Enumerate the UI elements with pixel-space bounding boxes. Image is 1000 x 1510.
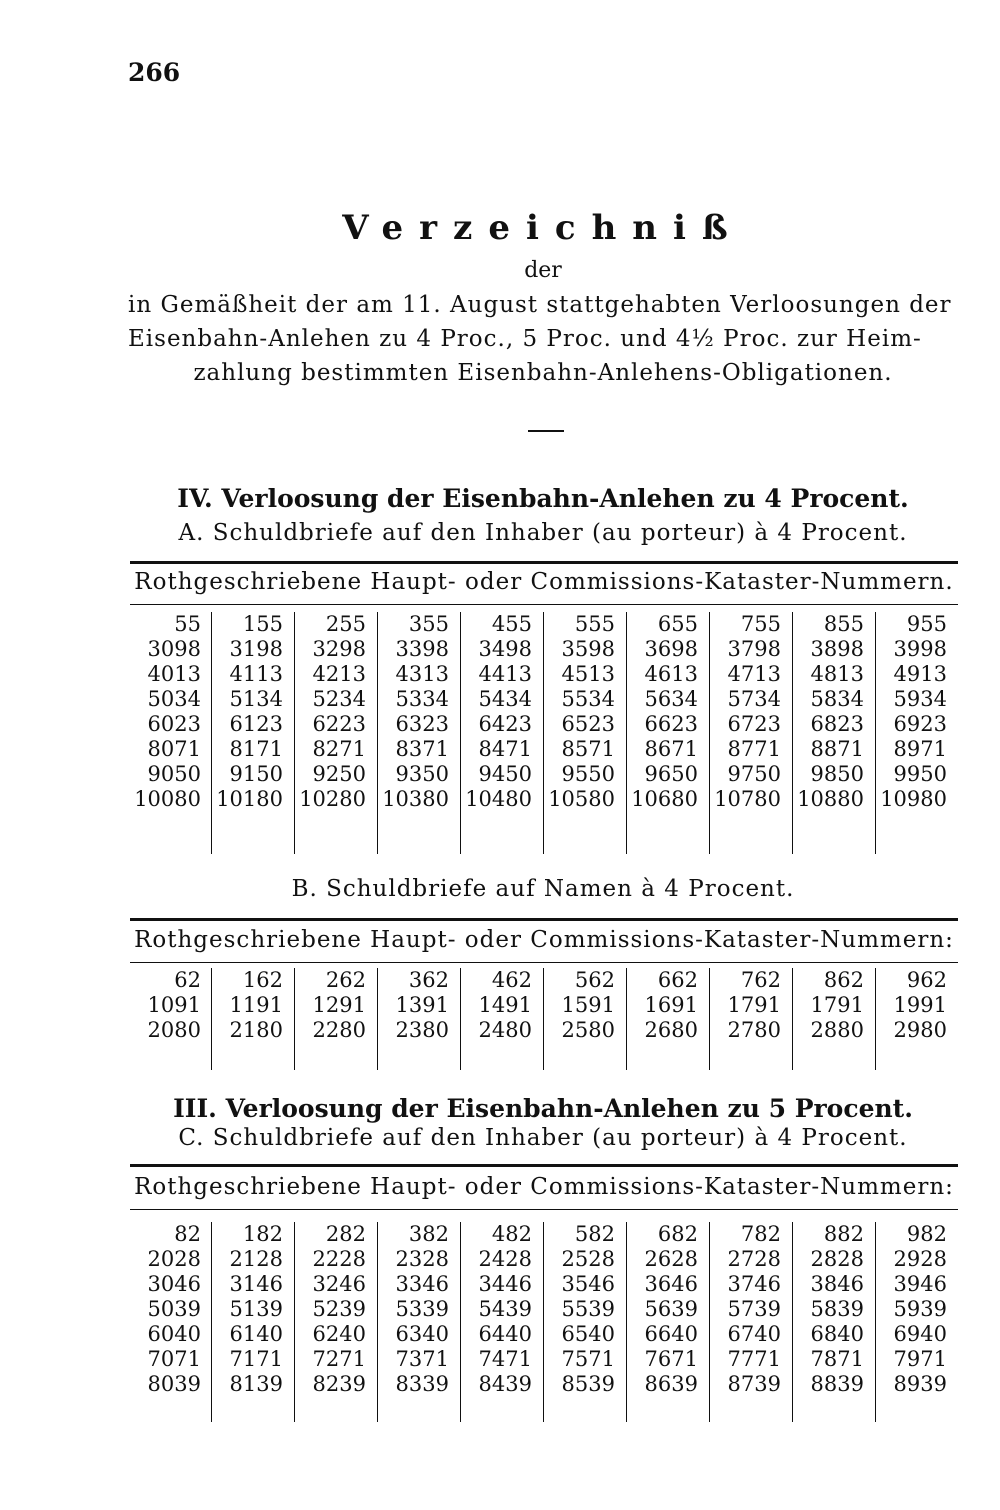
number-cell: 762 <box>740 968 781 992</box>
number-cell: 55 <box>174 612 201 636</box>
document-title-sub: der <box>524 258 562 283</box>
number-cell: 6323 <box>395 712 449 736</box>
number-cell: 10480 <box>465 787 532 811</box>
number-cell: 582 <box>574 1222 615 1246</box>
number-cell: 3798 <box>727 637 781 661</box>
table-b-caption: Rothgeschriebene Haupt- oder Commissions-Kataster-Nummern: <box>134 927 954 953</box>
number-cell: 8671 <box>644 737 698 761</box>
number-cell: 2180 <box>229 1018 283 1042</box>
number-cell: 2928 <box>893 1247 947 1271</box>
number-cell: 2980 <box>893 1018 947 1042</box>
number-cell: 262 <box>325 968 366 992</box>
number-column <box>792 1222 875 1422</box>
number-cell: 4213 <box>312 662 366 686</box>
number-cell: 3498 <box>478 637 532 661</box>
intro-line: Eisenbahn-Anlehen zu 4 Proc., 5 Proc. und 4½ Proc. zur Heim- <box>128 326 922 352</box>
number-column <box>626 612 709 854</box>
number-cell: 5739 <box>727 1297 781 1321</box>
number-column <box>377 1222 460 1422</box>
number-cell: 6240 <box>312 1322 366 1346</box>
number-cell: 3046 <box>147 1272 201 1296</box>
number-cell: 4013 <box>147 662 201 686</box>
number-cell: 1691 <box>644 993 698 1017</box>
number-column <box>875 612 958 854</box>
number-cell: 2580 <box>561 1018 615 1042</box>
number-column <box>294 968 377 1070</box>
number-cell: 555 <box>574 612 615 636</box>
intro-paragraph <box>128 288 958 390</box>
number-cell: 7871 <box>810 1347 864 1371</box>
number-cell: 3898 <box>810 637 864 661</box>
number-cell: 5634 <box>644 687 698 711</box>
number-cell: 2428 <box>478 1247 532 1271</box>
number-cell: 3746 <box>727 1272 781 1296</box>
number-cell: 4813 <box>810 662 864 686</box>
number-cell: 10680 <box>631 787 698 811</box>
number-cell: 9050 <box>147 762 201 786</box>
number-cell: 7471 <box>478 1347 532 1371</box>
table-b-top-rule <box>130 918 958 921</box>
number-cell: 2380 <box>395 1018 449 1042</box>
number-cell: 10980 <box>880 787 947 811</box>
number-cell: 6340 <box>395 1322 449 1346</box>
table-a-caption: Rothgeschriebene Haupt- oder Commissions-Kataster-Nummern. <box>134 569 954 595</box>
number-cell: 5039 <box>147 1297 201 1321</box>
number-cell: 2880 <box>810 1018 864 1042</box>
number-cell: 8539 <box>561 1372 615 1396</box>
number-cell: 4313 <box>395 662 449 686</box>
number-cell: 282 <box>325 1222 366 1246</box>
number-column <box>211 1222 294 1422</box>
number-cell: 682 <box>657 1222 698 1246</box>
number-cell: 3446 <box>478 1272 532 1296</box>
number-column <box>626 1222 709 1422</box>
section-iv-heading: IV. Verloosung der Eisenbahn-Anlehen zu 4 Procent. <box>177 484 909 513</box>
number-cell: 6123 <box>229 712 283 736</box>
number-cell: 2280 <box>312 1018 366 1042</box>
number-cell: 482 <box>491 1222 532 1246</box>
divider <box>528 430 564 432</box>
section-a-subheading: A. Schuldbriefe auf den Inhaber (au porteur) à 4 Procent. <box>178 520 908 546</box>
number-cell: 3298 <box>312 637 366 661</box>
number-cell: 9250 <box>312 762 366 786</box>
number-cell: 10180 <box>216 787 283 811</box>
number-column <box>128 612 211 854</box>
number-cell: 8471 <box>478 737 532 761</box>
number-cell: 82 <box>174 1222 201 1246</box>
number-cell: 5134 <box>229 687 283 711</box>
number-column <box>294 1222 377 1422</box>
number-cell: 162 <box>242 968 283 992</box>
number-cell: 5339 <box>395 1297 449 1321</box>
number-cell: 3198 <box>229 637 283 661</box>
number-cell: 6523 <box>561 712 615 736</box>
number-cell: 5734 <box>727 687 781 711</box>
number-cell: 6840 <box>810 1322 864 1346</box>
number-cell: 562 <box>574 968 615 992</box>
number-cell: 5439 <box>478 1297 532 1321</box>
number-cell: 5934 <box>893 687 947 711</box>
number-cell: 755 <box>740 612 781 636</box>
number-cell: 3246 <box>312 1272 366 1296</box>
number-column <box>792 612 875 854</box>
number-cell: 5839 <box>810 1297 864 1321</box>
number-cell: 6440 <box>478 1322 532 1346</box>
intro-line: zahlung bestimmten Eisenbahn-Anlehens-Obligationen. <box>193 360 893 386</box>
number-cell: 2080 <box>147 1018 201 1042</box>
number-cell: 2128 <box>229 1247 283 1271</box>
number-cell: 7371 <box>395 1347 449 1371</box>
number-cell: 2628 <box>644 1247 698 1271</box>
number-cell: 6540 <box>561 1322 615 1346</box>
number-cell: 4913 <box>893 662 947 686</box>
number-cell: 1791 <box>727 993 781 1017</box>
number-column <box>211 968 294 1070</box>
number-cell: 5239 <box>312 1297 366 1321</box>
number-cell: 9450 <box>478 762 532 786</box>
number-cell: 1491 <box>478 993 532 1017</box>
number-cell: 62 <box>174 968 201 992</box>
number-cell: 1091 <box>147 993 201 1017</box>
number-cell: 4113 <box>229 662 283 686</box>
number-column <box>211 612 294 854</box>
number-cell: 4613 <box>644 662 698 686</box>
number-cell: 3946 <box>893 1272 947 1296</box>
number-cell: 5534 <box>561 687 615 711</box>
number-cell: 7171 <box>229 1347 283 1371</box>
number-column <box>460 968 543 1070</box>
number-cell: 2828 <box>810 1247 864 1271</box>
number-cell: 6023 <box>147 712 201 736</box>
number-column <box>543 968 626 1070</box>
number-cell: 10080 <box>134 787 201 811</box>
number-cell: 9950 <box>893 762 947 786</box>
table-a-top-rule <box>130 561 958 564</box>
number-cell: 7671 <box>644 1347 698 1371</box>
number-cell: 6623 <box>644 712 698 736</box>
number-cell: 5639 <box>644 1297 698 1321</box>
number-cell: 10280 <box>299 787 366 811</box>
number-cell: 462 <box>491 968 532 992</box>
number-cell: 182 <box>242 1222 283 1246</box>
number-cell: 3346 <box>395 1272 449 1296</box>
number-cell: 1591 <box>561 993 615 1017</box>
table-c-caption: Rothgeschriebene Haupt- oder Commissions-Kataster-Nummern: <box>134 1174 954 1200</box>
number-cell: 6940 <box>893 1322 947 1346</box>
number-cell: 8839 <box>810 1372 864 1396</box>
number-cell: 8439 <box>478 1372 532 1396</box>
number-cell: 882 <box>823 1222 864 1246</box>
document-title: Verzeichniß <box>342 208 744 248</box>
number-cell: 2528 <box>561 1247 615 1271</box>
section-iii-heading: III. Verloosung der Eisenbahn-Anlehen zu 5 Procent. <box>173 1094 913 1123</box>
number-column <box>709 1222 792 1422</box>
number-cell: 3698 <box>644 637 698 661</box>
number-cell: 355 <box>408 612 449 636</box>
number-cell: 382 <box>408 1222 449 1246</box>
number-cell: 6740 <box>727 1322 781 1346</box>
number-cell: 6423 <box>478 712 532 736</box>
number-cell: 5834 <box>810 687 864 711</box>
number-column <box>377 968 460 1070</box>
table-c-top-rule <box>130 1164 958 1167</box>
number-cell: 1291 <box>312 993 366 1017</box>
number-cell: 8771 <box>727 737 781 761</box>
number-cell: 2228 <box>312 1247 366 1271</box>
number-cell: 1391 <box>395 993 449 1017</box>
number-column <box>543 1222 626 1422</box>
number-column <box>460 612 543 854</box>
number-cell: 4413 <box>478 662 532 686</box>
number-column <box>875 1222 958 1422</box>
number-cell: 10580 <box>548 787 615 811</box>
number-cell: 9150 <box>229 762 283 786</box>
number-cell: 3646 <box>644 1272 698 1296</box>
number-cell: 5234 <box>312 687 366 711</box>
number-column <box>377 612 460 854</box>
number-cell: 4513 <box>561 662 615 686</box>
number-cell: 2780 <box>727 1018 781 1042</box>
number-cell: 6040 <box>147 1322 201 1346</box>
number-cell: 5334 <box>395 687 449 711</box>
number-cell: 955 <box>906 612 947 636</box>
number-cell: 4713 <box>727 662 781 686</box>
page-number: 266 <box>128 58 181 87</box>
number-cell: 8571 <box>561 737 615 761</box>
number-cell: 8639 <box>644 1372 698 1396</box>
number-cell: 5939 <box>893 1297 947 1321</box>
number-column <box>709 612 792 854</box>
number-cell: 2028 <box>147 1247 201 1271</box>
number-cell: 782 <box>740 1222 781 1246</box>
number-cell: 255 <box>325 612 366 636</box>
number-cell: 1791 <box>810 993 864 1017</box>
table-c-header-rule <box>130 1209 958 1210</box>
number-cell: 8339 <box>395 1372 449 1396</box>
number-cell: 8271 <box>312 737 366 761</box>
number-column <box>709 968 792 1070</box>
number-cell: 5139 <box>229 1297 283 1321</box>
number-cell: 8739 <box>727 1372 781 1396</box>
number-cell: 5539 <box>561 1297 615 1321</box>
number-cell: 8171 <box>229 737 283 761</box>
number-column <box>543 612 626 854</box>
number-cell: 8071 <box>147 737 201 761</box>
number-cell: 2680 <box>644 1018 698 1042</box>
number-cell: 7571 <box>561 1347 615 1371</box>
section-b-subheading: B. Schuldbriefe auf Namen à 4 Procent. <box>291 876 795 902</box>
number-cell: 862 <box>823 968 864 992</box>
number-cell: 8239 <box>312 1372 366 1396</box>
number-cell: 9350 <box>395 762 449 786</box>
number-cell: 855 <box>823 612 864 636</box>
number-cell: 8871 <box>810 737 864 761</box>
table-c <box>128 1222 958 1422</box>
number-column <box>875 968 958 1070</box>
number-cell: 10380 <box>382 787 449 811</box>
number-column <box>792 968 875 1070</box>
number-cell: 3598 <box>561 637 615 661</box>
number-cell: 3998 <box>893 637 947 661</box>
number-cell: 1991 <box>893 993 947 1017</box>
number-cell: 6640 <box>644 1322 698 1346</box>
number-cell: 155 <box>242 612 283 636</box>
number-cell: 2728 <box>727 1247 781 1271</box>
intro-line: in Gemäßheit der am 11. August stattgehabten Verloosungen der <box>128 292 952 318</box>
number-cell: 362 <box>408 968 449 992</box>
number-cell: 962 <box>906 968 947 992</box>
number-cell: 6223 <box>312 712 366 736</box>
number-cell: 6723 <box>727 712 781 736</box>
number-cell: 6140 <box>229 1322 283 1346</box>
number-column <box>128 1222 211 1422</box>
number-cell: 662 <box>657 968 698 992</box>
number-column <box>626 968 709 1070</box>
number-cell: 6923 <box>893 712 947 736</box>
number-cell: 3146 <box>229 1272 283 1296</box>
number-column <box>128 968 211 1070</box>
number-cell: 655 <box>657 612 698 636</box>
number-cell: 8971 <box>893 737 947 761</box>
number-cell: 7071 <box>147 1347 201 1371</box>
number-column <box>460 1222 543 1422</box>
number-cell: 8939 <box>893 1372 947 1396</box>
number-cell: 10880 <box>797 787 864 811</box>
number-cell: 5034 <box>147 687 201 711</box>
section-c-subheading: C. Schuldbriefe auf den Inhaber (au porteur) à 4 Procent. <box>178 1125 908 1151</box>
number-cell: 8371 <box>395 737 449 761</box>
number-cell: 982 <box>906 1222 947 1246</box>
number-column <box>294 612 377 854</box>
number-cell: 7271 <box>312 1347 366 1371</box>
number-cell: 2480 <box>478 1018 532 1042</box>
table-a <box>128 612 958 854</box>
number-cell: 3846 <box>810 1272 864 1296</box>
number-cell: 3398 <box>395 637 449 661</box>
number-cell: 10780 <box>714 787 781 811</box>
number-cell: 8039 <box>147 1372 201 1396</box>
number-cell: 9750 <box>727 762 781 786</box>
number-cell: 7971 <box>893 1347 947 1371</box>
number-cell: 8139 <box>229 1372 283 1396</box>
table-b-header-rule <box>130 962 958 963</box>
number-cell: 9650 <box>644 762 698 786</box>
number-cell: 2328 <box>395 1247 449 1271</box>
table-b <box>128 968 958 1070</box>
number-cell: 9850 <box>810 762 864 786</box>
number-cell: 7771 <box>727 1347 781 1371</box>
number-cell: 1191 <box>229 993 283 1017</box>
number-cell: 3546 <box>561 1272 615 1296</box>
number-cell: 3098 <box>147 637 201 661</box>
number-cell: 455 <box>491 612 532 636</box>
number-cell: 9550 <box>561 762 615 786</box>
number-cell: 6823 <box>810 712 864 736</box>
number-cell: 5434 <box>478 687 532 711</box>
table-a-header-rule <box>130 604 958 605</box>
